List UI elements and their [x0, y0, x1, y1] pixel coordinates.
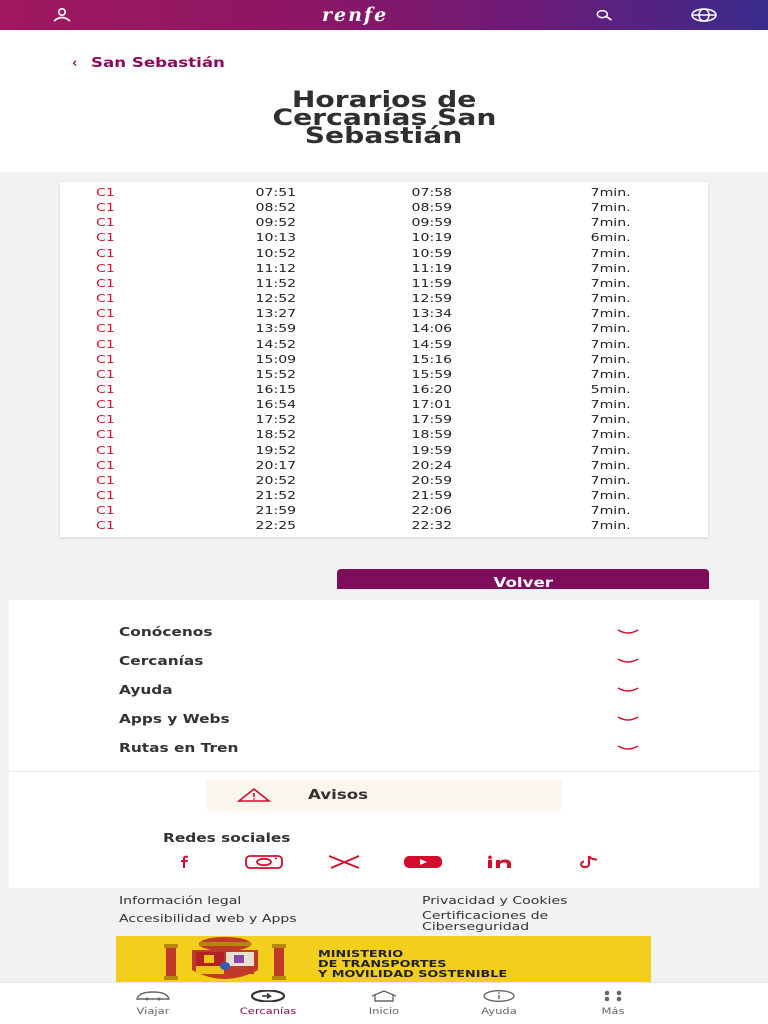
duration: [566, 443, 656, 458]
schedule-table: [60, 182, 708, 537]
line-label-text: C1: [96, 352, 115, 366]
youtube-icon[interactable]: [403, 852, 443, 872]
arrival-time: [392, 261, 472, 276]
duration-text: 7min.: [591, 186, 631, 199]
line-label-text: C1: [96, 292, 115, 306]
tab-cercanias[interactable]: [228, 987, 308, 1017]
volver-label: Volver: [493, 576, 553, 589]
table-row: [60, 458, 708, 473]
line-label-text: C1: [96, 489, 115, 502]
departure-time-text: 15:52: [255, 367, 297, 381]
departure-time-text: 20:52: [255, 473, 297, 487]
duration: [566, 230, 656, 245]
accordion-apps-webs[interactable]: [119, 712, 639, 732]
arrival-time: [392, 200, 472, 215]
chevron-down-icon: [617, 743, 639, 753]
accordion-conocenos[interactable]: [119, 625, 639, 645]
table-row: [60, 291, 708, 306]
duration-text: 7min.: [591, 292, 631, 306]
accordion-label: Ayuda: [119, 683, 173, 697]
line-label: [96, 200, 115, 215]
line-label-text: C1: [96, 367, 115, 381]
duration: [566, 427, 656, 442]
departure-time: [236, 291, 316, 306]
renfe-logo[interactable]: renfe: [322, 4, 389, 26]
accordion-ayuda[interactable]: [119, 683, 639, 703]
line-label-text: C1: [96, 337, 115, 351]
departure-time-text: 20:17: [255, 458, 297, 472]
line-label: [96, 488, 115, 503]
arrival-time: [392, 443, 472, 458]
line-label: [96, 382, 115, 397]
table-row: [60, 185, 708, 200]
departure-time: [236, 473, 316, 488]
ministry-line: DE TRANSPORTES: [318, 959, 447, 970]
chevron-down-icon: [617, 627, 639, 637]
coat-of-arms-icon: [164, 936, 286, 984]
line-label-text: C1: [96, 307, 115, 321]
duration: [566, 321, 656, 336]
search-icon[interactable]: [594, 6, 614, 24]
tab-inicio[interactable]: [344, 987, 424, 1017]
duration: [566, 261, 656, 276]
accordion-label: Conócenos: [119, 625, 213, 639]
duration: [566, 291, 656, 306]
line-label-text: C1: [96, 443, 115, 457]
table-row: [60, 352, 708, 367]
arrival-time: [392, 291, 472, 306]
departure-time: [236, 306, 316, 321]
redes-heading: [163, 831, 291, 845]
line-label-text: C1: [96, 428, 115, 442]
duration: [566, 276, 656, 291]
tab-label: Cercanías: [239, 1007, 297, 1017]
table-row: [60, 382, 708, 397]
line-label: [96, 352, 115, 367]
duration-text: 7min.: [591, 307, 631, 321]
top-bar: [0, 0, 768, 30]
tiktok-icon[interactable]: [569, 852, 605, 872]
arrival-time-text: 11:59: [411, 276, 453, 290]
table-row: [60, 261, 708, 276]
legal-link-accesibilidad[interactable]: [119, 912, 297, 925]
arrival-time: [392, 321, 472, 336]
duration: [566, 215, 656, 230]
duration: [566, 200, 656, 215]
arrival-time-text: 17:01: [411, 398, 453, 412]
duration-text: 7min.: [591, 216, 631, 230]
line-label: [96, 306, 115, 321]
tab-label: Inicio: [368, 1007, 400, 1017]
line-label-text: C1: [96, 473, 115, 487]
table-row: [60, 397, 708, 412]
duration: [566, 397, 656, 412]
duration-text: 7min.: [591, 519, 631, 533]
arrival-time-text: 11:19: [411, 261, 453, 275]
line-label: [96, 246, 115, 261]
departure-time-text: 15:09: [255, 352, 297, 366]
arrival-time: [392, 246, 472, 261]
arrival-time: [392, 382, 472, 397]
arrival-time-text: 13:34: [411, 307, 453, 321]
duration-text: 7min.: [591, 413, 631, 427]
globe-icon[interactable]: [690, 6, 718, 24]
arrival-time-text: 22:32: [411, 519, 453, 533]
departure-time: [236, 443, 316, 458]
line-label: [96, 215, 115, 230]
duration: [566, 412, 656, 427]
duration: [566, 337, 656, 352]
arrival-time-text: 10:19: [411, 231, 453, 245]
chevron-left-icon: ‹: [72, 56, 78, 71]
duration: [566, 382, 656, 397]
departure-time: [236, 458, 316, 473]
title-line: Cercanías San: [272, 106, 496, 131]
ministry-banner[interactable]: [116, 936, 651, 984]
departure-time-text: 12:52: [255, 292, 297, 306]
departure-time-text: 13:59: [255, 322, 297, 336]
arrival-time: [392, 276, 472, 291]
arrival-time-text: 08:59: [411, 201, 453, 215]
avisos-label: Avisos: [308, 788, 369, 803]
legal-link-certificaciones[interactable]: [422, 910, 612, 932]
arrival-time-text: 15:59: [411, 367, 453, 381]
chevron-down-icon: [617, 714, 639, 724]
tab-mas[interactable]: [573, 987, 653, 1017]
back-link-label: San Sebastián: [91, 56, 226, 71]
arrival-time-text: 17:59: [411, 413, 453, 427]
duration-text: 7min.: [591, 489, 631, 502]
line-label-text: C1: [96, 382, 115, 396]
departure-time: [236, 276, 316, 291]
legal-link-label: Privacidad y Cookies: [422, 894, 568, 907]
line-label-text: C1: [96, 398, 115, 412]
departure-time: [236, 352, 316, 367]
departure-time-text: 16:54: [255, 398, 297, 412]
arrival-time-text: 10:59: [411, 246, 453, 260]
departure-time-text: 21:52: [255, 489, 297, 502]
departure-time-text: 07:51: [255, 186, 297, 199]
duration-text: 7min.: [591, 367, 631, 381]
line-label-text: C1: [96, 519, 115, 533]
departure-time: [236, 200, 316, 215]
table-row: [60, 488, 708, 503]
departure-time-text: 14:52: [255, 337, 297, 351]
x-icon[interactable]: [327, 852, 363, 872]
line-label-text: C1: [96, 504, 115, 518]
accordion-cercanias[interactable]: [119, 654, 639, 674]
legal-link-label: Información legal: [119, 894, 242, 907]
duration: [566, 518, 656, 533]
table-row: [60, 412, 708, 427]
departure-time-text: 16:15: [255, 382, 297, 396]
departure-time: [236, 503, 316, 518]
departure-time-text: 21:59: [255, 504, 297, 518]
tab-label: Más: [601, 1007, 625, 1017]
arrival-time-text: 20:59: [411, 473, 453, 487]
duration: [566, 503, 656, 518]
departure-time: [236, 367, 316, 382]
table-row: [60, 427, 708, 442]
duration-text: 7min.: [591, 276, 631, 290]
line-label-text: C1: [96, 246, 115, 260]
line-label-text: C1: [96, 261, 115, 275]
line-label: [96, 367, 115, 382]
duration: [566, 458, 656, 473]
tab-label: Ayuda: [481, 1007, 517, 1017]
page-title: [0, 88, 768, 149]
chevron-down-icon: [617, 656, 639, 666]
duration-text: 7min.: [591, 201, 631, 215]
departure-time-text: 09:52: [255, 216, 297, 230]
table-row: [60, 306, 708, 321]
table-row: [60, 473, 708, 488]
tab-ayuda[interactable]: [459, 987, 539, 1017]
arrival-time-text: 12:59: [411, 292, 453, 306]
duration-text: 5min.: [591, 382, 631, 396]
duration-text: 6min.: [591, 231, 631, 245]
arrival-time: [392, 412, 472, 427]
duration-text: 7min.: [591, 458, 631, 472]
line-label-text: C1: [96, 276, 115, 290]
departure-time-text: 10:13: [255, 231, 297, 245]
arrival-time: [392, 230, 472, 245]
home-icon: [364, 990, 404, 1002]
arrival-time: [392, 185, 472, 200]
page-header: [0, 30, 768, 172]
duration: [566, 246, 656, 261]
bottom-nav: [0, 982, 768, 1024]
table-row: [60, 503, 708, 518]
title-line: Horarios de: [291, 88, 477, 113]
table-row: [60, 200, 708, 215]
accordion-label: Rutas en Tren: [119, 741, 239, 755]
avisos-button[interactable]: [206, 780, 562, 811]
grid-icon: [593, 990, 633, 1002]
table-row: [60, 337, 708, 352]
duration-text: 7min.: [591, 337, 631, 351]
line-label: [96, 518, 115, 533]
arrival-time-text: 18:59: [411, 428, 453, 442]
legal-link-privacidad[interactable]: [422, 894, 568, 907]
departure-time: [236, 185, 316, 200]
departure-time-text: 19:52: [255, 443, 297, 457]
arrival-time: [392, 397, 472, 412]
arrival-time-text: 16:20: [411, 382, 453, 396]
tab-viajar[interactable]: [113, 987, 193, 1017]
line-label-text: C1: [96, 322, 115, 336]
duration-text: 7min.: [591, 261, 631, 275]
ministry-text: [318, 949, 508, 980]
duration: [566, 488, 656, 503]
departure-time-text: 08:52: [255, 201, 297, 215]
facebook-icon[interactable]: [174, 852, 194, 872]
duration-text: 7min.: [591, 398, 631, 412]
arrival-time: [392, 458, 472, 473]
duration-text: 7min.: [591, 473, 631, 487]
table-row: [60, 367, 708, 382]
line-label: [96, 337, 115, 352]
line-label-text: C1: [96, 413, 115, 427]
arrival-time-text: 22:06: [411, 504, 453, 518]
line-label: [96, 185, 115, 200]
line-label-text: C1: [96, 216, 115, 230]
duration-text: 7min.: [591, 322, 631, 336]
departure-time-text: 11:12: [255, 261, 297, 275]
legal-link-informacion[interactable]: [119, 894, 242, 907]
duration: [566, 352, 656, 367]
back-link[interactable]: [72, 56, 226, 71]
arrival-time-text: 09:59: [411, 216, 453, 230]
departure-time-text: 22:25: [255, 519, 297, 533]
departure-time: [236, 246, 316, 261]
line-label: [96, 443, 115, 458]
departure-time-text: 13:27: [255, 307, 297, 321]
arrival-time: [392, 503, 472, 518]
departure-time: [236, 518, 316, 533]
duration: [566, 306, 656, 321]
arrival-time-text: 07:58: [411, 186, 453, 199]
volver-button[interactable]: [337, 569, 709, 589]
arrival-time-text: 20:24: [411, 458, 453, 472]
table-row: [60, 321, 708, 336]
legal-link-label: Certificaciones de Ciberseguridad: [422, 909, 549, 933]
accordion-label: Apps y Webs: [119, 712, 230, 726]
arrival-time: [392, 367, 472, 382]
line-label: [96, 291, 115, 306]
line-label: [96, 458, 115, 473]
divider: [9, 771, 759, 772]
duration-text: 7min.: [591, 504, 631, 518]
legal-link-label: Accesibilidad web y Apps: [119, 912, 297, 925]
arrival-time: [392, 473, 472, 488]
departure-time: [236, 412, 316, 427]
table-row: [60, 276, 708, 291]
redes-label: Redes sociales: [163, 831, 291, 845]
arrival-time-text: 15:16: [411, 352, 453, 366]
duration: [566, 367, 656, 382]
arrival-time: [392, 215, 472, 230]
arrival-time-text: 14:59: [411, 337, 453, 351]
title-line: Sebastián: [305, 124, 463, 149]
ministry-line: MINISTERIO: [318, 949, 404, 960]
footer: [9, 600, 759, 888]
line-label: [96, 321, 115, 336]
warning-icon: [236, 788, 272, 802]
arrival-time-text: 19:59: [411, 443, 453, 457]
table-row: [60, 246, 708, 261]
duration: [566, 473, 656, 488]
line-label: [96, 261, 115, 276]
duration-text: 7min.: [591, 443, 631, 457]
departure-time-text: 18:52: [255, 428, 297, 442]
arrival-time-text: 21:59: [411, 489, 453, 502]
line-label: [96, 230, 115, 245]
line-label: [96, 427, 115, 442]
line-label-text: C1: [96, 201, 115, 215]
line-label: [96, 276, 115, 291]
departure-time: [236, 230, 316, 245]
accordion-rutas[interactable]: [119, 741, 639, 761]
arrival-time: [392, 427, 472, 442]
info-icon: [479, 990, 519, 1002]
departure-time: [236, 397, 316, 412]
user-icon[interactable]: [52, 6, 72, 24]
departure-time: [236, 261, 316, 276]
arrival-time: [392, 518, 472, 533]
departure-time: [236, 337, 316, 352]
cercanias-icon: [248, 990, 288, 1002]
instagram-icon[interactable]: [244, 852, 284, 872]
departure-time-text: 11:52: [255, 276, 297, 290]
ministry-line: Y MOVILIDAD SOSTENIBLE: [318, 969, 508, 980]
departure-time-text: 10:52: [255, 246, 297, 260]
table-row: [60, 215, 708, 230]
departure-time: [236, 215, 316, 230]
table-row: [60, 443, 708, 458]
line-label-text: C1: [96, 231, 115, 245]
arrival-time-text: 14:06: [411, 322, 453, 336]
table-row: [60, 518, 708, 533]
line-label-text: C1: [96, 186, 115, 199]
accordion-label: Cercanías: [119, 654, 204, 668]
train-icon: [133, 990, 173, 1002]
departure-time: [236, 382, 316, 397]
departure-time-text: 17:52: [255, 413, 297, 427]
linkedin-icon[interactable]: [485, 852, 521, 872]
departure-time: [236, 321, 316, 336]
chevron-down-icon: [617, 685, 639, 695]
arrival-time: [392, 352, 472, 367]
duration-text: 7min.: [591, 246, 631, 260]
arrival-time: [392, 488, 472, 503]
duration-text: 7min.: [591, 352, 631, 366]
line-label: [96, 503, 115, 518]
line-label: [96, 412, 115, 427]
line-label: [96, 473, 115, 488]
line-label: [96, 397, 115, 412]
duration: [566, 185, 656, 200]
arrival-time: [392, 337, 472, 352]
tab-label: Viajar: [136, 1007, 170, 1017]
line-label-text: C1: [96, 458, 115, 472]
duration-text: 7min.: [591, 428, 631, 442]
departure-time: [236, 488, 316, 503]
departure-time: [236, 427, 316, 442]
arrival-time: [392, 306, 472, 321]
table-row: [60, 230, 708, 245]
